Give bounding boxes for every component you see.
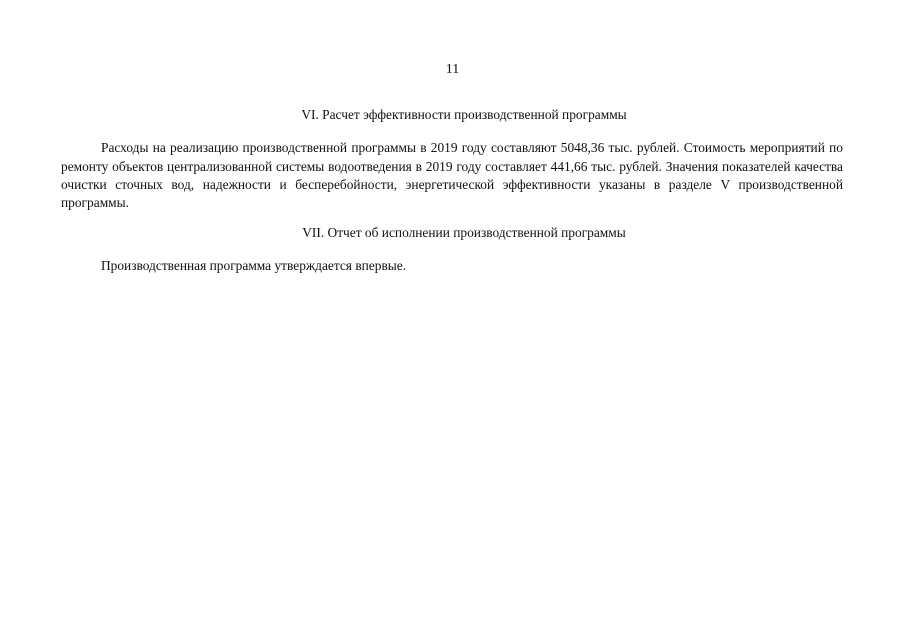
section-vii-paragraph: Производственная программа утверждается впервые.	[101, 257, 407, 273]
section-vi-paragraph: Расходы на реализацию производственной программы в 2019 году составляют 5048,36 тыс. рублей. Стоимость мероприятий по ремонту объектов централизованной системы водоотведения в 2019 году составляет 441,66 тыс. рублей. Значения показателей качества очистки сточных вод, надежности и бесперебойности, энергетической эффективности указаны в разделе V производственной программы.	[61, 140, 843, 211]
document-body	[61, 106, 843, 275]
spacer	[61, 124, 843, 139]
spacer	[61, 243, 843, 257]
section-vi-heading: VI. Расчет эффективности производственной программы	[301, 107, 627, 122]
page-number: 11	[445, 62, 460, 77]
spacer	[61, 212, 843, 224]
section-vii-heading: VII. Отчет об исполнении производственной программы	[302, 225, 626, 241]
